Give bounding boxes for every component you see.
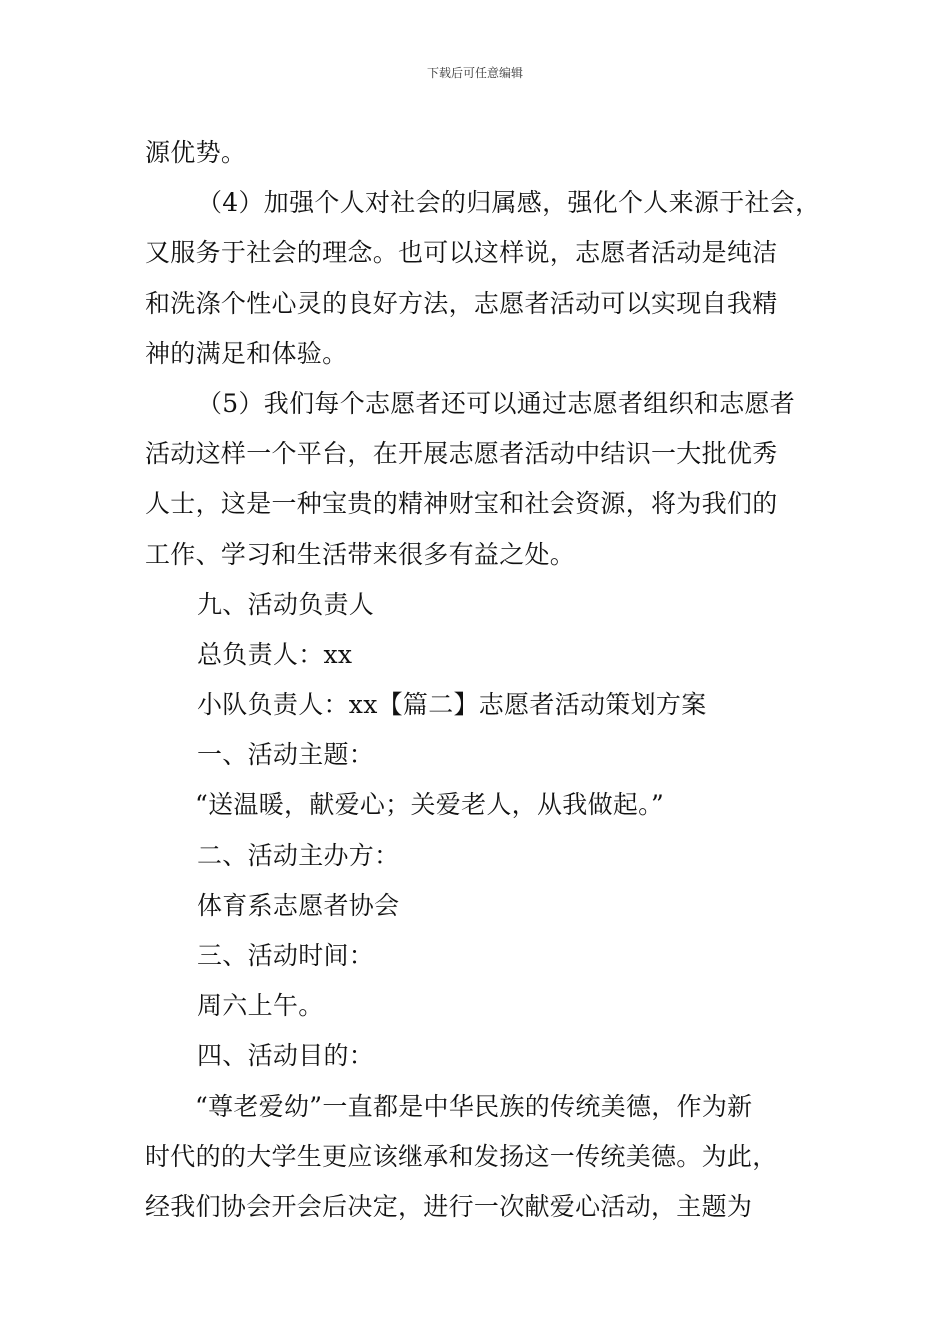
page-header: 下载后可任意编辑 [426, 66, 523, 80]
paragraph-line: 周六上午。 [197, 991, 324, 1021]
section-heading: 二、活动主办方： [197, 840, 400, 870]
paragraph-line: 小队负责人：xx【篇二】志愿者活动策划方案 [197, 690, 707, 720]
paragraph-line: （5）我们每个志愿者还可以通过志愿者组织和志愿者 [197, 388, 796, 418]
section-heading: 三、活动时间： [197, 941, 375, 970]
paragraph-line: 体育系志愿者协会 [197, 890, 400, 920]
paragraph-line: “尊老爱幼”一直都是中华民族的传统美德，作为新 [195, 1091, 753, 1121]
paragraph-line: （4）加强个人对社会的归属感，强化个人来源于社会， [197, 188, 821, 218]
paragraph-line: 和洗涤个性心灵的良好方法，志愿者活动可以实现自我精 [145, 288, 778, 318]
paragraph-line: 活动这样一个平台，在开展志愿者活动中结识一大批优秀 [145, 439, 778, 469]
document-body [145, 128, 821, 1232]
paragraph-line: 源优势。 [145, 138, 247, 167]
section-heading: 四、活动目的： [197, 1041, 375, 1071]
section-heading: 九、活动负责人 [197, 589, 375, 619]
paragraph-line: 经我们协会开会后决定，进行一次献爱心活动，主题为 [145, 1191, 753, 1221]
paragraph-line: 工作、学习和生活带来很多有益之处。 [145, 539, 576, 569]
paragraph-line: “送温暖，献爱心；关爱老人，从我做起。” [195, 790, 665, 820]
paragraph-line: 神的满足和体验。 [145, 338, 348, 368]
paragraph-line: 总负责人：xx [197, 639, 353, 669]
paragraph-line: 时代的的大学生更应该继承和发扬这一传统美德。为此， [145, 1141, 778, 1171]
paragraph-line: 又服务于社会的理念。也可以这样说，志愿者活动是纯洁 [145, 238, 778, 268]
section-heading: 一、活动主题： [197, 740, 375, 770]
paragraph-line: 人士，这是一种宝贵的精神财宝和社会资源，将为我们的 [145, 489, 778, 519]
